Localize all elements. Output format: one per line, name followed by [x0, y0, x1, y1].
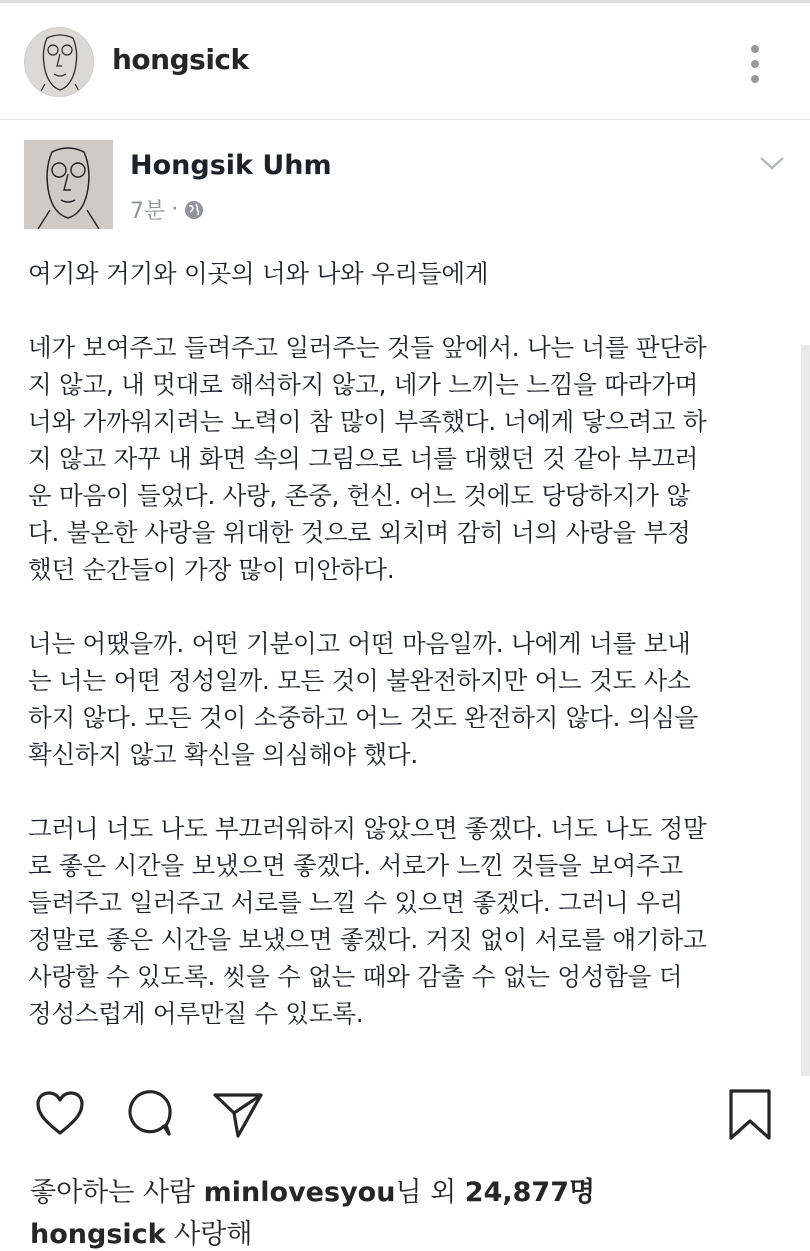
meta-separator: ·: [171, 197, 179, 222]
caption: [30, 1212, 252, 1251]
post-timestamp: 7분: [130, 199, 166, 224]
body-line: [28, 773, 788, 810]
profile-avatar[interactable]: [24, 27, 94, 97]
comment-icon[interactable]: [120, 1086, 176, 1142]
author-face-drawing: [24, 140, 113, 229]
bookmark-icon[interactable]: [722, 1086, 778, 1142]
body-line: 로 좋은 시간을 보냈으면 좋겠다. 서로가 느낀 것들을 보여주고: [28, 851, 683, 880]
body-line: 너와 가까워지려는 노력이 참 많이 부족했다. 너에게 닿으려고 하: [28, 407, 707, 436]
scrollbar-strip: [801, 345, 810, 1076]
body-line: 지 않고, 내 멋대로 해석하지 않고, 네가 느끼는 느낌을 따라가며: [28, 370, 699, 399]
post-image: [0, 120, 810, 1076]
post-body-text: [28, 255, 788, 1032]
body-line: 사랑할 수 있도록. 씻을 수 없는 때와 감출 수 없는 엉성함을 더: [28, 962, 683, 991]
body-line: 지 않고 자꾸 내 화면 속의 그림으로 너를 대했던 것 같아 부끄러: [28, 444, 699, 473]
likes-prefix: 좋아하는 사람: [30, 1177, 204, 1208]
header-username[interactable]: hongsick: [112, 43, 249, 76]
heart-icon[interactable]: [32, 1086, 88, 1142]
body-line: 했던 순간들이 가장 많이 미안하다.: [28, 555, 395, 584]
post-header: [0, 3, 810, 120]
body-line: 정성스럽게 어루만질 수 있도록.: [28, 999, 364, 1028]
body-line: 운 마음이 들었다. 사랑, 존중, 헌신. 어느 것에도 당당하지가 않: [28, 481, 690, 510]
body-line: 들려주고 일러주고 서로를 느낄 수 있으면 좋겠다. 그러니 우리: [28, 888, 683, 917]
body-line: 너는 어땠을까. 어떤 기분이고 어떤 마음일까. 나에게 너를 보내: [28, 629, 691, 658]
globe-icon: [184, 200, 204, 220]
caption-username[interactable]: hongsick: [30, 1219, 166, 1250]
send-icon[interactable]: [210, 1086, 266, 1142]
caption-text: 사랑해: [165, 1219, 253, 1250]
body-line: 는 너는 어떤 정성일까. 모든 것이 불완전하지만 어느 것도 사소: [28, 666, 691, 695]
body-line: 다. 불온한 사랑을 위대한 것으로 외치며 감히 너의 사랑을 부정: [28, 518, 691, 547]
body-line: [28, 292, 788, 329]
liker-username[interactable]: minlovesyou: [203, 1177, 396, 1208]
body-line: [28, 588, 788, 625]
likes-summary: [30, 1170, 595, 1209]
author-name: Hongsik Uhm: [130, 150, 332, 181]
post-meta: [130, 194, 204, 225]
action-bar: [0, 1086, 810, 1156]
author-avatar: [24, 140, 113, 229]
likes-count[interactable]: 24,877명: [464, 1177, 596, 1208]
body-line: 확신하지 않고 확신을 의심해야 했다.: [28, 740, 418, 769]
body-line: 그러니 너도 나도 부끄러워하지 않았으면 좋겠다. 너도 나도 정말: [28, 814, 707, 843]
body-line: 네가 보여주고 들려주고 일러주는 것들 앞에서. 나는 너를 판단하: [28, 333, 707, 362]
likes-middle: 님 외: [395, 1177, 465, 1208]
body-line: 여기와 거기와 이곳의 너와 나와 우리들에게: [28, 259, 489, 288]
body-line: 하지 않다. 모든 것이 소중하고 어느 것도 완전하지 않다. 의심을: [28, 703, 699, 732]
avatar-face-drawing: [25, 28, 94, 97]
body-line: 정말로 좋은 시간을 보냈으면 좋겠다. 거짓 없이 서로를 얘기하고: [28, 925, 707, 954]
more-options-icon[interactable]: [740, 41, 770, 87]
chevron-down-icon: [758, 154, 786, 172]
